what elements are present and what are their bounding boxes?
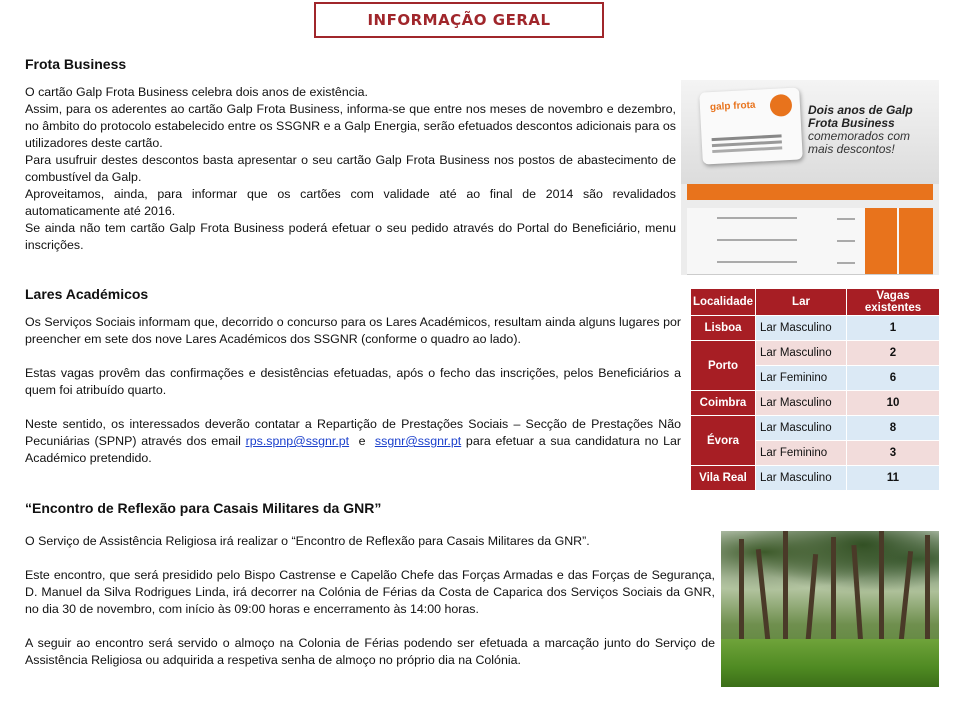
table-header-row [691,289,940,316]
table-row [691,416,940,441]
lares-text [25,314,681,467]
table-row [691,316,940,341]
lares-paragraph-1: Os Serviços Sociais informam que, decorrido o concurso para os Lares Académicos, resultam ainda alguns lugares por preencher em sete dos nove Lares Académicos dos SSGNR (conforme o quadro ao lado). [25,315,681,346]
cell-lar: Lar Masculino [756,466,847,491]
cell-localidade: Vila Real [691,466,756,491]
galp-promo-image [681,80,939,275]
col-header-lar: Lar [756,289,847,316]
encontro-paragraph-1: O Serviço de Assistência Religiosa irá realizar o “Encontro de Reflexão para Casais Militares da GNR”. [25,534,590,548]
galp-logo-icon [769,94,792,117]
encontro-paragraph-2: Este encontro, que será presidido pelo Bispo Castrense e Capelão Chefe das Forças Armadas e das Forças de Segurança, D. Manuel da Silva Rodrigues Linda, irá decorrer na Colónia de Férias da Costa de Caparica dos Serviços Sociais da GNR, no dia 30 de novembro, com início às 09:00 horas e encerramento às 14:00 horas. [25,568,715,616]
galp-headline: Dois anos de Galp Frota Business [808,103,913,130]
lares-p3-mid: e [349,434,375,448]
frota-heading: Frota Business [25,56,127,72]
frota-paragraph: Assim, para os aderentes ao cartão Galp Frota Business, informa-se que entre nos meses de novembro e dezembro, no âmbito do protocolo estabelecido entre os SSGNR e a Galp Energia, serão efetuados descontos adicionais para os utilizadores deste cartão. [25,102,676,150]
park-photo [721,531,939,687]
cell-lar: Lar Masculino [756,316,847,341]
email-link-ssgnr[interactable]: ssgnr@ssgnr.pt [374,434,462,448]
tree-trunk [831,537,836,649]
page-title-box [314,2,604,38]
table-row [691,466,940,491]
cell-vagas: 6 [847,366,940,391]
page-title: INFORMAÇÃO GERAL [367,11,551,29]
lares-heading: Lares Académicos [25,286,149,302]
lares-paragraph-3 [25,416,681,467]
cell-vagas: 3 [847,441,940,466]
galp-table-header [687,184,933,200]
cell-lar: Lar Feminino [756,366,847,391]
cell-localidade: Lisboa [691,316,756,341]
email-link-spnp[interactable]: rps.spnp@ssgnr.pt [245,434,350,448]
tree-trunk [783,531,788,649]
tree-trunk [879,531,884,649]
frota-paragraph: O cartão Galp Frota Business celebra dois anos de existência. [25,85,368,99]
galp-table-row [687,208,933,231]
galp-subline: comemorados com mais descontos! [808,129,911,156]
cell-localidade: Coimbra [691,391,756,416]
lares-paragraph-2: Estas vagas provêm das confirmações e desistências efetuadas, após o fecho das inscrições, pelos Beneficiários a quem foi atribuído quarto. [25,366,681,397]
frota-paragraph: Aproveitamos, ainda, para informar que os cartões com validade até ao final de 2014 são revalidados automaticamente até 2016. [25,187,676,218]
cell-vagas: 8 [847,416,940,441]
tree-trunk [925,535,930,649]
encontro-paragraph-3: A seguir ao encontro será servido o almoço na Colonia de Férias podendo ser efetuada a marcação junto do Serviço de Assistência Religiosa ou adquirida a respetiva senha de almoço no próprio dia na Colónia. [25,636,715,667]
lares-p3-before: Neste sentido, os interessados deverão contatar a Repartição de Prestações Sociais – Secção de Prestações Não Pecuniárias (SPNP) através dos email [25,417,681,448]
galp-table-row [687,252,933,275]
cell-vagas: 10 [847,391,940,416]
col-header-vagas: Vagas existentes [847,289,940,316]
cell-vagas: 2 [847,341,940,366]
lares-p3-after: para efetuar a sua candidatura no Lar Académico pretendido. [25,434,681,465]
cell-localidade: Évora [691,416,756,466]
cell-lar: Lar Masculino [756,341,847,366]
encontro-heading: “Encontro de Reflexão para Casais Militares da GNR” [25,500,382,516]
frota-paragraph: Se ainda não tem cartão Galp Frota Business poderá efetuar o seu pedido através do Portal do Beneficiário, menu inscrições. [25,221,676,252]
galp-table-row [687,230,933,253]
galp-card-image [699,87,803,164]
frota-text [25,84,676,254]
cell-localidade: Porto [691,341,756,391]
lares-vagas-table [690,288,940,491]
cell-lar: Lar Masculino [756,416,847,441]
cell-lar: Lar Feminino [756,441,847,466]
card-number-lines [712,134,782,141]
cell-vagas: 1 [847,316,940,341]
galp-card-logo: galp frota [709,99,756,114]
tree-trunk [739,539,744,649]
cell-vagas: 11 [847,466,940,491]
col-header-localidade: Localidade [691,289,756,316]
cell-lar: Lar Masculino [756,391,847,416]
table-row [691,341,940,366]
encontro-text [25,533,715,669]
grass [721,639,939,687]
frota-paragraph: Para usufruir destes descontos basta apresentar o seu cartão Galp Frota Business nos postos de abastecimento de combustível da Galp. [25,153,676,184]
table-row [691,391,940,416]
